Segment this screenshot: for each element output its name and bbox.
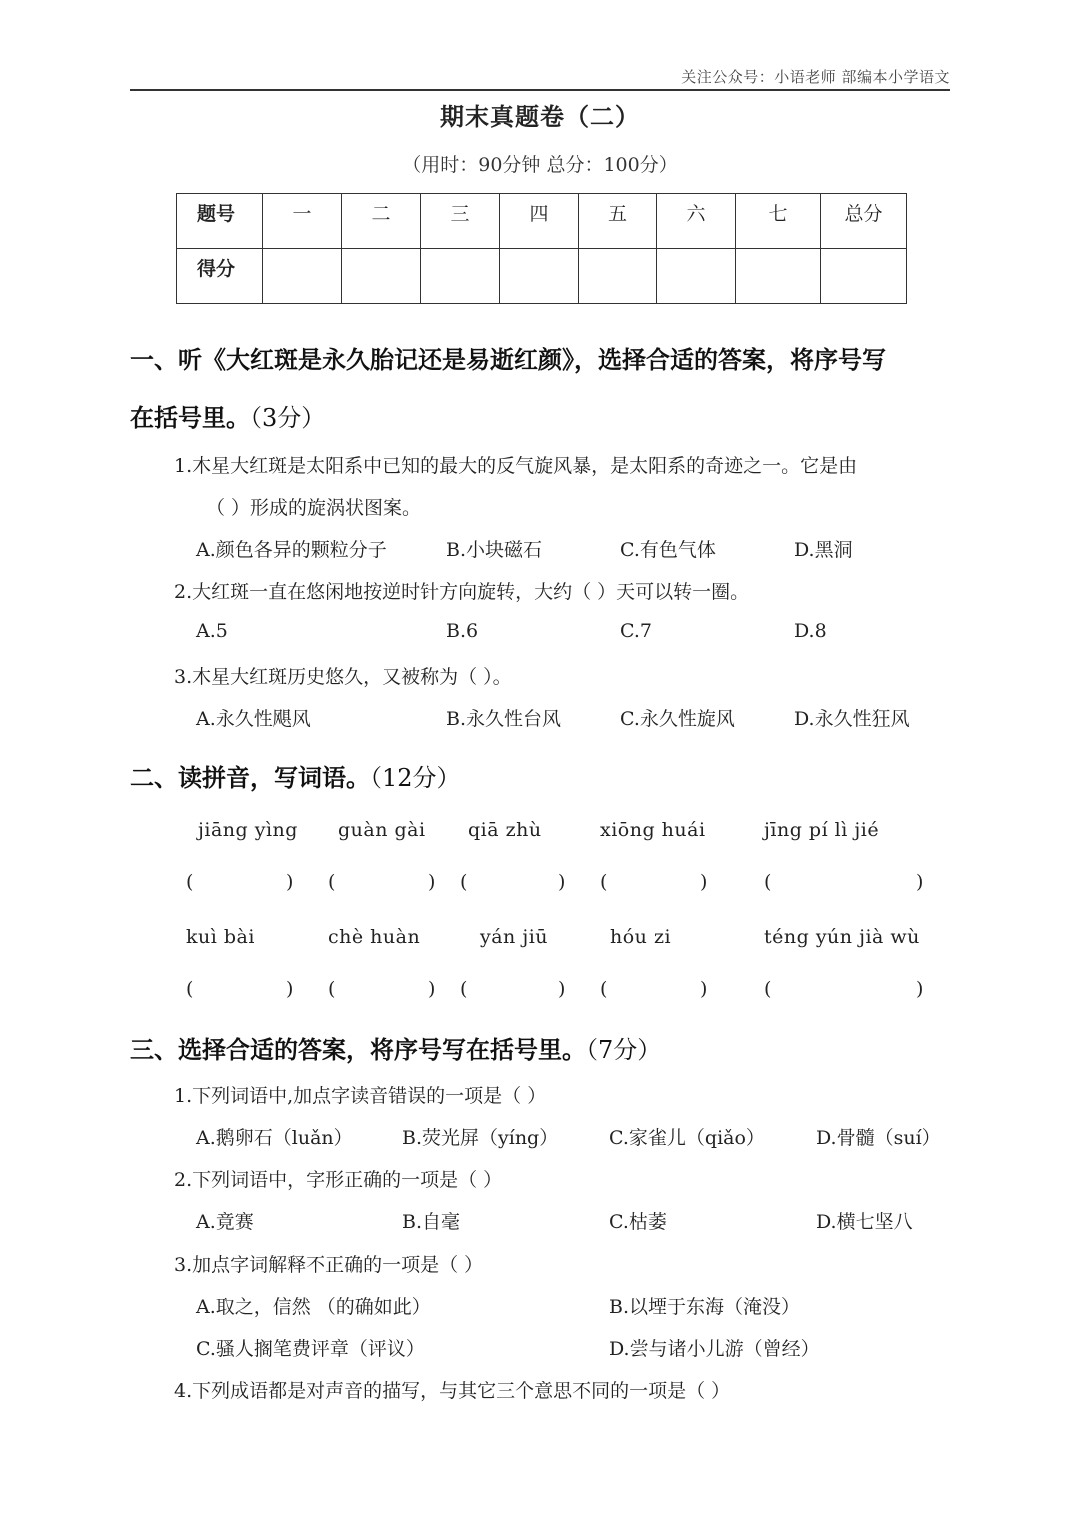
s3-q2-option-c[interactable]: C.枯萎 — [609, 1211, 667, 1233]
table-cell: 七 — [736, 194, 821, 249]
answer-blank-close[interactable]: ) — [286, 871, 294, 893]
s1-q1-option-d[interactable]: D.黑洞 — [794, 539, 853, 561]
s3-q1-option-b[interactable]: B.荧光屏（yíng） — [402, 1127, 559, 1149]
answer-blank-open[interactable]: ( — [600, 978, 608, 1000]
answer-blank-close[interactable]: ) — [558, 978, 566, 1000]
header-rule — [130, 89, 950, 91]
s1-q2-option-b[interactable]: B.6 — [446, 620, 479, 642]
pinyin-item: téng yún jià wù — [764, 926, 920, 948]
score-input-cell[interactable] — [821, 249, 907, 304]
s1-q1-text: 1.木星大红斑是太阳系中已知的最大的反气旋风暴，是太阳系的奇迹之一。它是由 — [174, 455, 858, 477]
answer-blank-open[interactable]: ( — [600, 871, 608, 893]
score-input-cell[interactable] — [579, 249, 657, 304]
table-cell: 五 — [579, 194, 657, 249]
answer-blank-close[interactable]: ) — [700, 978, 708, 1000]
section-2-heading — [130, 758, 461, 793]
s3-q1-text: 1.下列词语中,加点字读音错误的一项是（ ） — [174, 1085, 547, 1107]
answer-blank-close[interactable]: ) — [286, 978, 294, 1000]
table-cell: 四 — [500, 194, 579, 249]
section-3-heading-text: 三、选择合适的答案，将序号写在括号里。 — [130, 1035, 586, 1064]
pinyin-item: qiā zhù — [468, 819, 542, 841]
score-input-cell[interactable] — [263, 249, 342, 304]
section-1-heading-cont — [130, 398, 325, 433]
answer-blank-open[interactable]: ( — [328, 871, 336, 893]
s1-q2-option-c[interactable]: C.7 — [620, 620, 652, 642]
table-cell: 总分 — [821, 194, 907, 249]
answer-blank-open[interactable]: ( — [186, 871, 194, 893]
answer-blank-close[interactable]: ) — [428, 978, 436, 1000]
section-2-heading-text: 二、读拼音，写词语。 — [130, 763, 370, 792]
s1-q1-option-b[interactable]: B.小块磁石 — [446, 539, 543, 561]
score-input-cell[interactable] — [657, 249, 736, 304]
s1-q3-option-b[interactable]: B.永久性台风 — [446, 708, 562, 730]
section-1-heading: 一、听《大红斑是永久胎记还是易逝红颜》，选择合适的答案，将序号写 — [130, 345, 886, 374]
page-subtitle: （用时：90分钟 总分：100分） — [402, 154, 678, 176]
answer-blank-open[interactable]: ( — [764, 978, 772, 1000]
s1-q3-option-a[interactable]: A.永久性飓风 — [196, 708, 311, 730]
answer-blank-close[interactable]: ) — [428, 871, 436, 893]
s1-q2-text: 2.大红斑一直在悠闲地按逆时针方向旋转，大约（ ）天可以转一圈。 — [174, 581, 750, 603]
score-table — [176, 193, 907, 304]
pinyin-item: yán jiū — [480, 926, 549, 948]
s3-q2-option-a[interactable]: A.竟赛 — [196, 1211, 254, 1233]
pinyin-item: xiōng huái — [600, 819, 706, 841]
section-3-heading — [130, 1030, 661, 1065]
s3-q3-option-b[interactable]: B.以堙于东海（淹没） — [609, 1296, 801, 1318]
s3-q3-option-c[interactable]: C.骚人搁笔费评章（评议） — [196, 1338, 425, 1360]
score-table-header-row — [177, 194, 907, 249]
s1-q1-text-cont: （ ）形成的旋涡状图案。 — [206, 497, 422, 519]
s3-q2-text: 2.下列词语中，字形正确的一项是（ ） — [174, 1169, 503, 1191]
s1-q3-option-d[interactable]: D.永久性狂风 — [794, 708, 910, 730]
table-cell: 题号 — [177, 194, 263, 249]
score-input-cell[interactable] — [421, 249, 500, 304]
score-input-cell[interactable] — [500, 249, 579, 304]
answer-blank-close[interactable]: ) — [558, 871, 566, 893]
table-cell: 得分 — [177, 249, 263, 304]
s3-q1-option-a[interactable]: A.鹅卵石（luǎn） — [196, 1127, 353, 1149]
score-input-cell[interactable] — [342, 249, 421, 304]
pinyin-item: kuì bài — [186, 926, 255, 948]
s1-q1-option-a[interactable]: A.颜色各异的颗粒分子 — [196, 539, 387, 561]
section-1-points: （3分） — [250, 404, 326, 432]
s1-q2-option-d[interactable]: D.8 — [794, 620, 827, 642]
answer-blank-open[interactable]: ( — [460, 871, 468, 893]
s3-q2-option-b[interactable]: B.自毫 — [402, 1211, 461, 1233]
answer-blank-open[interactable]: ( — [186, 978, 194, 1000]
table-cell: 六 — [657, 194, 736, 249]
s3-q3-option-d[interactable]: D.尝与诸小儿游（曾经） — [609, 1338, 820, 1360]
section-3-points: （7分） — [586, 1036, 662, 1064]
s3-q1-option-d[interactable]: D.骨髓（suí） — [816, 1127, 941, 1149]
pinyin-item: jīng pí lì jié — [764, 819, 880, 841]
s1-q2-option-a[interactable]: A.5 — [196, 620, 228, 642]
section-2-points: （12分） — [370, 764, 461, 792]
pinyin-item: hóu zi — [610, 926, 672, 948]
table-cell: 二 — [342, 194, 421, 249]
s3-q3-option-a[interactable]: A.取之，信然 （的确如此） — [196, 1296, 431, 1318]
s1-q3-option-c[interactable]: C.永久性旋风 — [620, 708, 735, 730]
answer-blank-open[interactable]: ( — [460, 978, 468, 1000]
section-1-heading-text: 在括号里。 — [130, 403, 250, 432]
s3-q4-text: 4.下列成语都是对声音的描写，与其它三个意思不同的一项是（ ） — [174, 1380, 731, 1402]
s3-q2-option-d[interactable]: D.横七坚八 — [816, 1211, 913, 1233]
score-input-cell[interactable] — [736, 249, 821, 304]
score-table-score-row — [177, 249, 907, 304]
table-cell: 一 — [263, 194, 342, 249]
answer-blank-close[interactable]: ) — [916, 978, 924, 1000]
s1-q3-text: 3.木星大红斑历史悠久，又被称为（ ）。 — [174, 666, 512, 688]
s3-q3-text: 3.加点字词解释不正确的一项是（ ） — [174, 1254, 484, 1276]
s3-q1-option-c[interactable]: C.家雀儿（qiǎo） — [609, 1127, 765, 1149]
pinyin-item: guàn gài — [338, 819, 426, 841]
answer-blank-close[interactable]: ) — [916, 871, 924, 893]
answer-blank-open[interactable]: ( — [328, 978, 336, 1000]
table-cell: 三 — [421, 194, 500, 249]
pinyin-item: chè huàn — [328, 926, 421, 948]
answer-blank-close[interactable]: ) — [700, 871, 708, 893]
s1-q1-option-c[interactable]: C.有色气体 — [620, 539, 716, 561]
pinyin-item: jiāng yìng — [198, 819, 298, 841]
answer-blank-open[interactable]: ( — [764, 871, 772, 893]
header-note: 关注公众号：小语老师 部编本小学语文 — [681, 68, 950, 86]
page-title: 期末真题卷（二） — [440, 102, 640, 131]
